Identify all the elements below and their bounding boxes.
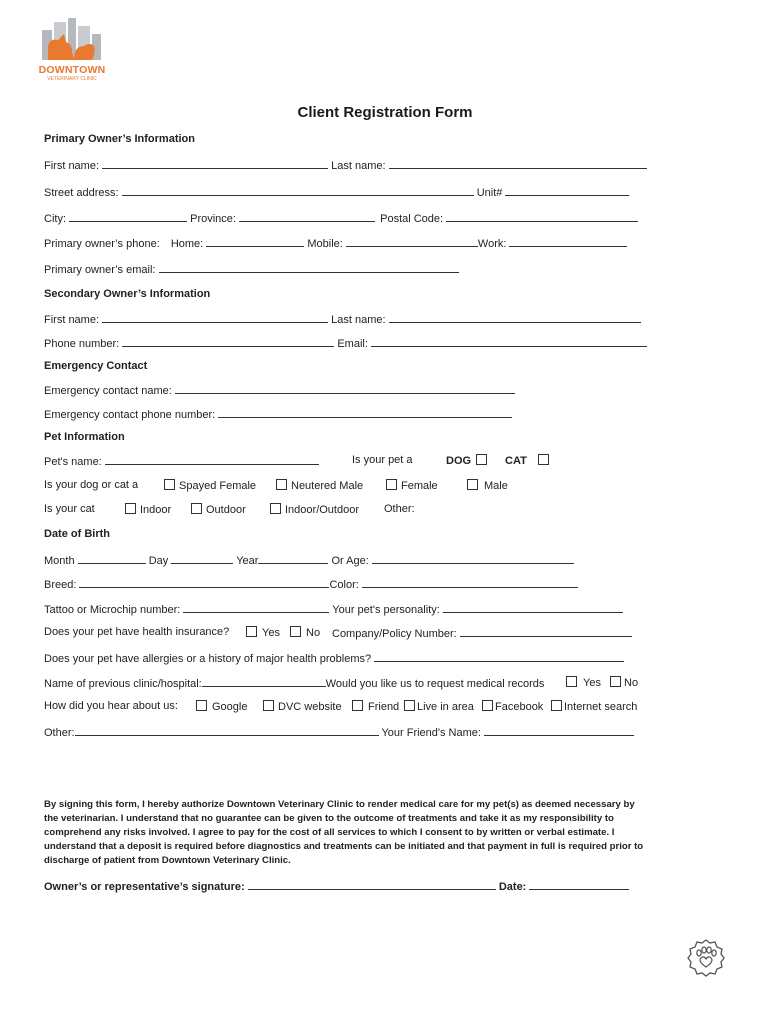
dvc-website-label: DVC website	[278, 701, 342, 713]
facebook-checkbox[interactable]	[482, 700, 493, 711]
row-pet-name	[44, 454, 319, 469]
section-heading-pet: Pet Information	[44, 431, 125, 443]
signature-label: Owner’s or representative’s signature:	[44, 881, 245, 893]
row-signature	[44, 879, 629, 893]
color-field[interactable]	[362, 577, 578, 588]
color-label: Color:	[329, 579, 359, 591]
company-label: Company/Policy Number:	[332, 628, 457, 640]
option-google	[196, 700, 247, 714]
age-label: Or Age:	[331, 555, 369, 567]
last-name-label: Last name:	[331, 160, 386, 172]
year-label: Year	[236, 555, 259, 567]
breed-label: Breed:	[44, 579, 77, 591]
hear-about-label: How did you hear about us:	[44, 700, 178, 712]
row-breed	[44, 577, 578, 592]
secondary-last-name-field[interactable]	[389, 312, 641, 323]
secondary-email-label: Email:	[337, 338, 368, 350]
option-neutered	[276, 479, 363, 493]
live-in-area-checkbox[interactable]	[404, 700, 415, 711]
street-address-label: Street address:	[44, 187, 119, 199]
secondary-phone-label: Phone number:	[44, 338, 120, 350]
allergies-field[interactable]	[374, 651, 624, 662]
option-male	[467, 479, 508, 493]
option-live-in-area	[404, 700, 474, 714]
row-primary-phone	[44, 236, 627, 251]
clinic-logo-name: DOWNTOWN	[38, 64, 106, 76]
secondary-last-name-label: Last name:	[331, 314, 386, 326]
section-heading-emergency: Emergency Contact	[44, 360, 148, 372]
male-checkbox[interactable]	[467, 479, 478, 490]
pet-name-label: Pet's name:	[44, 456, 102, 468]
cat-other-label: Other:	[384, 503, 415, 515]
row-prev-clinic	[44, 676, 544, 691]
option-female	[386, 479, 438, 493]
postal-code-label: Postal Code:	[380, 213, 444, 225]
row-allergies	[44, 651, 624, 666]
option-spayed	[164, 479, 256, 493]
outdoor-label: Outdoor	[206, 504, 246, 516]
friend-label: Friend	[368, 701, 400, 713]
tattoo-label: Tattoo or Microchip number:	[44, 604, 181, 616]
tattoo-field[interactable]	[183, 602, 329, 613]
row-primary-city	[44, 211, 638, 226]
first-name-label: First name:	[44, 160, 100, 172]
clinic-logo-sub: VETERINARY CLINIC	[47, 76, 97, 82]
allergies-label: Does your pet have allergies or a history of major health problems?	[44, 653, 372, 665]
province-label: Province:	[190, 213, 236, 225]
insurance-question: Does your pet have health insurance?	[44, 626, 230, 638]
row-dob	[44, 553, 574, 568]
friend-checkbox[interactable]	[352, 700, 363, 711]
work-phone-label: Work:	[477, 238, 507, 250]
request-records-label: Would you like us to request medical records	[325, 678, 545, 690]
work-phone-field[interactable]	[509, 236, 627, 247]
cat-label: CAT	[505, 455, 527, 467]
city-field[interactable]	[69, 211, 187, 222]
is-your-cat-label: Is your cat	[44, 503, 95, 515]
breed-field[interactable]	[79, 577, 329, 588]
dog-or-cat-label: Is your dog or cat a	[44, 479, 139, 491]
neutered-checkbox[interactable]	[276, 479, 287, 490]
dog-checkbox[interactable]	[476, 454, 487, 465]
friends-name-label: Your Friend's Name:	[381, 727, 481, 739]
row-emergency-name	[44, 383, 515, 398]
personality-label: Your pet's personality:	[332, 604, 440, 616]
google-checkbox[interactable]	[196, 700, 207, 711]
google-label: Google	[212, 701, 248, 713]
prev-clinic-field[interactable]	[202, 676, 326, 687]
primary-email-label: Primary owner’s email:	[44, 264, 156, 276]
row-primary-email	[44, 262, 459, 277]
row-primary-address	[44, 185, 629, 200]
neutered-label: Neutered Male	[291, 480, 364, 492]
option-records-yes	[566, 676, 601, 690]
emergency-name-label: Emergency contact name:	[44, 385, 172, 397]
clinic-logo	[38, 16, 106, 82]
female-checkbox[interactable]	[386, 479, 397, 490]
paw-heart-icon-graphic	[686, 938, 726, 978]
section-heading-dob: Date of Birth	[44, 528, 110, 540]
signature-field[interactable]	[248, 879, 496, 890]
indoor-outdoor-label: Indoor/Outdoor	[285, 504, 359, 516]
row-secondary-names	[44, 312, 641, 327]
insurance-yes-label: Yes	[262, 627, 280, 639]
signature-date-label: Date:	[498, 881, 527, 893]
other-source-label: Other:	[44, 727, 75, 739]
internet-search-checkbox[interactable]	[551, 700, 562, 711]
section-heading-secondary: Secondary Owner’s Information	[44, 288, 211, 300]
option-records-no	[610, 676, 638, 690]
mobile-phone-label: Mobile:	[307, 238, 343, 250]
emergency-phone-label: Emergency contact phone number:	[44, 409, 216, 421]
row-company	[332, 626, 632, 641]
home-phone-label: Home:	[170, 238, 204, 250]
records-no-checkbox[interactable]	[610, 676, 621, 687]
indoor-checkbox[interactable]	[125, 503, 136, 514]
emergency-phone-field[interactable]	[218, 407, 512, 418]
day-label: Day	[148, 555, 169, 567]
female-label: Female	[401, 480, 438, 492]
secondary-first-name-field[interactable]	[102, 312, 328, 323]
pet-type-dog	[446, 454, 491, 468]
cat-checkbox[interactable]	[538, 454, 549, 465]
spayed-label: Spayed Female	[179, 480, 257, 492]
mobile-phone-field[interactable]	[346, 236, 478, 247]
option-outdoor	[191, 503, 246, 517]
month-label: Month	[44, 555, 75, 567]
outdoor-checkbox[interactable]	[191, 503, 202, 514]
option-insurance-no	[290, 626, 320, 640]
primary-phone-label: Primary owner’s phone:	[44, 238, 160, 250]
company-field[interactable]	[460, 626, 632, 637]
row-tattoo	[44, 602, 623, 617]
row-other-source	[44, 725, 634, 740]
clinic-logo-graphic	[38, 16, 106, 60]
male-label: Male	[484, 480, 508, 492]
indoor-outdoor-checkbox[interactable]	[270, 503, 281, 514]
spayed-checkbox[interactable]	[164, 479, 175, 490]
street-address-field[interactable]	[122, 185, 474, 196]
friends-name-field[interactable]	[484, 725, 634, 736]
row-emergency-phone	[44, 407, 512, 422]
unit-label: Unit#	[476, 187, 503, 199]
personality-field[interactable]	[443, 602, 623, 613]
row-secondary-contact	[44, 336, 647, 351]
province-field[interactable]	[239, 211, 375, 222]
option-dvc-website	[263, 700, 342, 714]
pet-name-field[interactable]	[105, 454, 319, 465]
option-facebook	[482, 700, 543, 714]
last-name-field[interactable]	[389, 158, 647, 169]
year-field[interactable]	[258, 553, 328, 564]
option-insurance-yes	[246, 626, 280, 640]
dvc-website-checkbox[interactable]	[263, 700, 274, 711]
insurance-no-checkbox[interactable]	[290, 626, 301, 637]
month-field[interactable]	[78, 553, 146, 564]
indoor-label: Indoor	[140, 504, 172, 516]
emergency-name-field[interactable]	[175, 383, 515, 394]
secondary-phone-field[interactable]	[122, 336, 334, 347]
row-primary-names	[44, 158, 647, 173]
city-label: City:	[44, 213, 66, 225]
age-field[interactable]	[372, 553, 574, 564]
records-yes-checkbox[interactable]	[566, 676, 577, 687]
first-name-field[interactable]	[102, 158, 328, 169]
option-internet-search	[551, 700, 637, 714]
records-no-label: No	[624, 677, 639, 689]
consent-paragraph: By signing this form, I hereby authorize Downtown Veterinary Clinic to render medical care for my pet(s) as deemed necessary by the veterinarian. I understand that no guarantee can be given to the outcome of treatments and take it as my responsibility to comprehend any risks involved. I agree to pay for the cost of all services to which I consent to by written or verbal estimate. I understand that a deposit is required before diagnostics and treatments can be initiated and that payment in full is required prior to discharge of patient from Downtown Veterinary Clinic.	[44, 799, 644, 866]
page-title: Client Registration Form	[297, 104, 473, 121]
postal-code-field[interactable]	[446, 211, 638, 222]
insurance-yes-checkbox[interactable]	[246, 626, 257, 637]
records-yes-label: Yes	[583, 677, 601, 689]
unit-field[interactable]	[505, 185, 629, 196]
signature-date-field[interactable]	[529, 879, 629, 890]
option-indoor-outdoor	[270, 503, 359, 517]
secondary-email-field[interactable]	[371, 336, 647, 347]
internet-search-label: Internet search	[564, 701, 638, 713]
pet-type-cat	[505, 454, 553, 468]
paw-heart-icon	[686, 938, 726, 978]
day-field[interactable]	[171, 553, 233, 564]
home-phone-field[interactable]	[206, 236, 304, 247]
live-in-area-label: Live in area	[417, 701, 474, 713]
dog-label: DOG	[446, 455, 472, 467]
option-indoor	[125, 503, 171, 517]
section-heading-primary: Primary Owner’s Information	[44, 133, 195, 145]
option-friend	[352, 700, 399, 714]
prev-clinic-label: Name of previous clinic/hospital:	[44, 678, 202, 690]
insurance-no-label: No	[306, 627, 321, 639]
secondary-first-name-label: First name:	[44, 314, 100, 326]
pet-type-question: Is your pet a	[352, 454, 413, 466]
primary-email-field[interactable]	[159, 262, 459, 273]
facebook-label: Facebook	[495, 701, 544, 713]
other-source-field[interactable]	[75, 725, 379, 736]
